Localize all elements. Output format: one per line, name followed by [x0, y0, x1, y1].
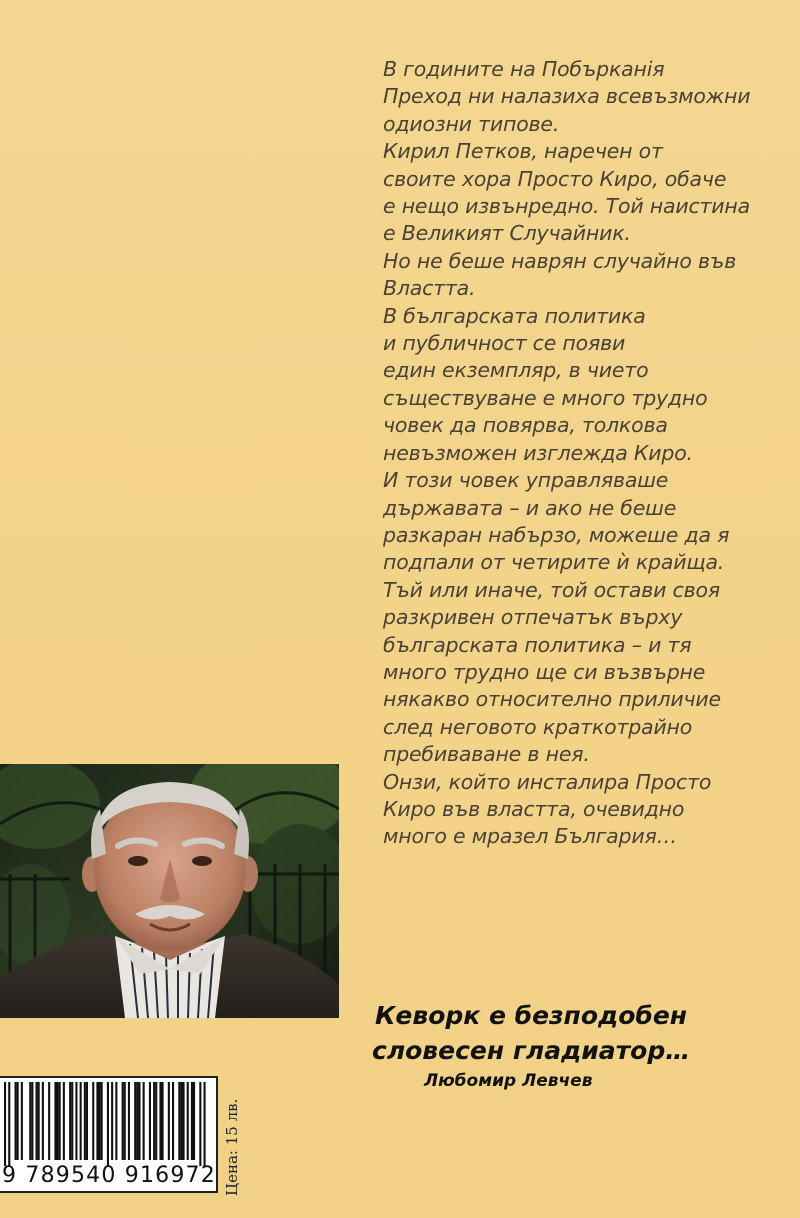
barcode-bar	[84, 1082, 86, 1160]
barcode-bar	[17, 1082, 19, 1160]
blurb-line: съществуване е много трудно	[383, 385, 708, 410]
blurb-line: след неговото краткотрайно	[383, 714, 693, 739]
barcode-bar	[71, 1082, 73, 1160]
barcode-bar	[191, 1082, 193, 1160]
barcode-bar	[172, 1082, 174, 1160]
barcode-bar	[59, 1082, 61, 1160]
blurb-line: много трудно ще си възвърне	[383, 659, 706, 684]
barcode-bar	[134, 1082, 136, 1160]
blurb-line: и публичност се появи	[383, 331, 626, 356]
barcode-bar	[8, 1082, 10, 1166]
quote-line-2: словесен гладиатор…	[372, 1036, 691, 1065]
barcode-bar	[159, 1082, 161, 1160]
barcode-bar	[29, 1082, 31, 1160]
barcode-bar	[204, 1082, 206, 1166]
barcode-bar	[138, 1082, 140, 1160]
blurb-line: Но не беше наврян случайно във	[383, 248, 737, 273]
barcode-bar	[153, 1082, 155, 1160]
quote-block	[372, 998, 772, 1092]
blurb-line: И този човек управляваше	[383, 468, 669, 493]
barcode-bar	[69, 1082, 71, 1160]
isbn-barcode	[0, 1076, 218, 1193]
barcode-bar	[128, 1082, 130, 1160]
barcode-bar	[92, 1082, 94, 1160]
barcode-bar	[124, 1082, 126, 1160]
barcode-bar	[101, 1082, 103, 1160]
quote-author: Любомир Левчев	[424, 1071, 593, 1091]
barcode-bar	[36, 1082, 38, 1160]
blurb-line: разкривен отпечатък върху	[383, 605, 683, 630]
blurb-line: човек да повярва, толкова	[383, 413, 668, 438]
barcode-bar	[122, 1082, 124, 1160]
blurb-line: много е мразел България…	[383, 824, 677, 849]
blurb-line: разкаран набързо, можеше да я	[383, 522, 730, 547]
barcode-bar	[31, 1082, 33, 1160]
blurb-line: Властта.	[383, 276, 476, 301]
blurb-line: Онзи, който инсталира Просто	[383, 769, 712, 794]
barcode-bar	[86, 1082, 88, 1160]
barcode-bar	[48, 1082, 50, 1160]
blurb-line: пребиваване в нея.	[383, 742, 590, 767]
barcode-bar	[63, 1082, 65, 1160]
blurb-line: своите хора Просто Киро, обаче	[383, 166, 727, 191]
barcode-bar	[75, 1082, 77, 1160]
barcode-bar	[15, 1082, 17, 1160]
barcode-bar	[115, 1082, 117, 1160]
author-photo	[0, 764, 339, 1018]
blurb-line: Преход ни налазиха всевъзможни	[383, 84, 751, 109]
barcode-bar	[193, 1082, 195, 1160]
blurb-line: един екземпляр, в чието	[383, 358, 649, 383]
price-label: Цена: 15 лв.	[223, 1098, 241, 1196]
blurb-line: Тъй или иначе, той остави своя	[383, 577, 720, 602]
quote-line-1: Кеворк е безподобен	[375, 1001, 688, 1030]
barcode-bar	[183, 1082, 185, 1160]
barcode-bar	[162, 1082, 164, 1160]
blurb-line: е Великият Случайник.	[383, 221, 631, 246]
barcode-bar	[4, 1082, 6, 1166]
barcode-bar	[149, 1082, 151, 1160]
barcode-bar	[155, 1082, 157, 1160]
blurb-line: държавата – и ако не беше	[383, 495, 677, 520]
blurb-line: Киро във властта, очевидно	[383, 796, 685, 821]
barcode-bar	[99, 1082, 101, 1160]
barcode-bar	[54, 1082, 56, 1160]
barcode-bar	[80, 1082, 82, 1160]
blurb-line: някакво относително приличие	[383, 687, 721, 712]
barcode-bar	[180, 1082, 182, 1160]
barcode-bar	[199, 1082, 201, 1166]
blurb-line: одиозни типове.	[383, 111, 560, 136]
barcode-bar	[111, 1082, 113, 1160]
barcode-bar	[107, 1082, 109, 1166]
blurb-line: подпали от четирите ѝ крайща.	[383, 550, 725, 575]
barcode-bar	[178, 1082, 180, 1160]
barcode-bar	[168, 1082, 170, 1160]
blurb-line: Кирил Петков, наречен от	[383, 139, 663, 164]
blurb-line: българската политика – и тя	[383, 632, 692, 657]
quote-text	[372, 998, 772, 1068]
barcode-bar	[143, 1082, 145, 1160]
barcode-bar	[96, 1082, 98, 1160]
isbn-number: 9 789540 916972	[2, 1163, 216, 1188]
barcode-bars	[0, 1082, 214, 1166]
barcode-bar	[42, 1082, 44, 1160]
blurb-line: В българската политика	[383, 303, 646, 328]
blurb-text	[383, 56, 783, 851]
barcode-bar	[21, 1082, 23, 1160]
barcode-bar	[136, 1082, 138, 1160]
blurb-line: невъзможен изглежда Киро.	[383, 440, 693, 465]
blurb-line: е нещо извънредно. Той наистина	[383, 194, 750, 219]
barcode-bar	[187, 1082, 189, 1160]
barcode-bar	[57, 1082, 59, 1160]
barcode-bar	[38, 1082, 40, 1160]
blurb-line: В годините на Побърканія	[383, 57, 665, 81]
